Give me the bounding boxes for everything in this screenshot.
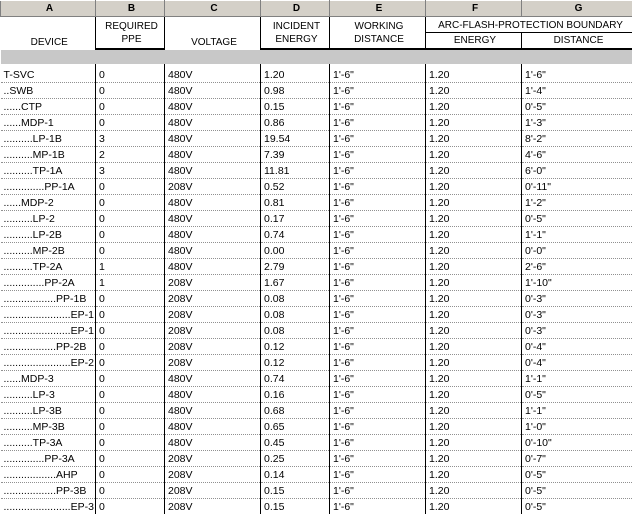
- required-ppe-cell[interactable]: 0: [96, 243, 165, 259]
- working-distance-cell[interactable]: 1'-6": [330, 339, 426, 355]
- working-distance-cell[interactable]: 1'-6": [330, 99, 426, 115]
- device-cell[interactable]: ..................PP-1B: [1, 291, 96, 307]
- incident-energy-cell[interactable]: 0.12: [261, 339, 330, 355]
- table-row: [1, 371, 632, 387]
- boundary-distance-cell[interactable]: 2'-6": [522, 259, 632, 275]
- working-distance-cell[interactable]: 1'-6": [330, 195, 426, 211]
- boundary-distance-cell[interactable]: 0'-10": [522, 435, 632, 451]
- required-ppe-cell[interactable]: 0: [96, 211, 165, 227]
- required-ppe-cell[interactable]: 0: [96, 355, 165, 371]
- boundary-energy-cell[interactable]: 1.20: [426, 227, 522, 243]
- table-row: [1, 291, 632, 307]
- incident-energy-cell[interactable]: 0.81: [261, 195, 330, 211]
- voltage-cell[interactable]: 208V: [165, 483, 261, 499]
- boundary-energy-cell[interactable]: 1.20: [426, 435, 522, 451]
- working-distance-cell[interactable]: 1'-6": [330, 131, 426, 147]
- incident-energy-cell[interactable]: 11.81: [261, 163, 330, 179]
- working-distance-cell[interactable]: 1'-6": [330, 115, 426, 131]
- device-cell[interactable]: .......................EP-1: [1, 323, 96, 339]
- boundary-energy-cell[interactable]: 1.20: [426, 403, 522, 419]
- working-distance-cell[interactable]: 1'-6": [330, 275, 426, 291]
- table-row: [1, 179, 632, 195]
- device-cell[interactable]: ..............PP-1A: [1, 179, 96, 195]
- table-row: [1, 307, 632, 323]
- working-distance-cell[interactable]: 1'-6": [330, 499, 426, 514]
- incident-energy-cell[interactable]: 1.20: [261, 67, 330, 83]
- incident-energy-cell[interactable]: 0.68: [261, 403, 330, 419]
- incident-energy-cell[interactable]: 0.25: [261, 451, 330, 467]
- table-row: [1, 451, 632, 467]
- required-ppe-cell[interactable]: 0: [96, 195, 165, 211]
- boundary-energy-cell[interactable]: 1.20: [426, 275, 522, 291]
- working-distance-cell[interactable]: 1'-6": [330, 387, 426, 403]
- boundary-distance-cell[interactable]: 0'-4": [522, 355, 632, 371]
- schedule-header-row-2: [1, 33, 632, 50]
- incident-energy-cell[interactable]: 0.74: [261, 227, 330, 243]
- table-row: [1, 483, 632, 499]
- boundary-energy-cell[interactable]: 1.20: [426, 179, 522, 195]
- required-ppe-cell[interactable]: 0: [96, 467, 165, 483]
- device-cell[interactable]: ..............PP-2A: [1, 275, 96, 291]
- boundary-distance-cell[interactable]: 0'-5": [522, 211, 632, 227]
- voltage-cell[interactable]: 480V: [165, 211, 261, 227]
- working-distance-cell[interactable]: 1'-6": [330, 147, 426, 163]
- boundary-energy-cell[interactable]: 1.20: [426, 307, 522, 323]
- working-distance-cell[interactable]: 1'-6": [330, 483, 426, 499]
- boundary-energy-cell[interactable]: 1.20: [426, 419, 522, 435]
- voltage-header: VOLTAGE: [165, 17, 261, 50]
- voltage-cell[interactable]: 480V: [165, 227, 261, 243]
- boundary-distance-cell[interactable]: 0'-5": [522, 467, 632, 483]
- device-cell[interactable]: ..........LP-1B: [1, 131, 96, 147]
- incident-energy-cell[interactable]: 1.67: [261, 275, 330, 291]
- voltage-cell[interactable]: 480V: [165, 83, 261, 99]
- voltage-cell[interactable]: 208V: [165, 339, 261, 355]
- boundary-energy-cell[interactable]: 1.20: [426, 291, 522, 307]
- column-header-a[interactable]: A: [1, 1, 96, 17]
- table-row: [1, 163, 632, 179]
- required-ppe-cell[interactable]: 0: [96, 419, 165, 435]
- boundary-distance-cell[interactable]: 1'-4": [522, 83, 632, 99]
- incident-energy-cell[interactable]: 0.98: [261, 83, 330, 99]
- incident-energy-cell[interactable]: 0.86: [261, 115, 330, 131]
- device-cell[interactable]: ..........MP-1B: [1, 147, 96, 163]
- column-header-c[interactable]: C: [165, 1, 261, 17]
- boundary-distance-cell[interactable]: 8'-2": [522, 131, 632, 147]
- required-ppe-cell[interactable]: 0: [96, 451, 165, 467]
- voltage-cell[interactable]: 480V: [165, 435, 261, 451]
- table-row: [1, 83, 632, 99]
- incident-energy-cell[interactable]: 2.79: [261, 259, 330, 275]
- working-distance-cell[interactable]: 1'-6": [330, 371, 426, 387]
- boundary-distance-cell[interactable]: 0'-3": [522, 291, 632, 307]
- voltage-cell[interactable]: 480V: [165, 403, 261, 419]
- working-distance-cell[interactable]: 1'-6": [330, 291, 426, 307]
- boundary-energy-cell[interactable]: 1.20: [426, 99, 522, 115]
- table-row: [1, 339, 632, 355]
- table-row: [1, 99, 632, 115]
- voltage-cell[interactable]: 480V: [165, 99, 261, 115]
- working-distance-header-line2: DISTANCE: [330, 33, 426, 50]
- voltage-cell[interactable]: 480V: [165, 419, 261, 435]
- boundary-distance-cell[interactable]: 0'-11": [522, 179, 632, 195]
- boundary-distance-cell[interactable]: 1'-0": [522, 419, 632, 435]
- incident-energy-header-line2: ENERGY: [261, 33, 330, 50]
- required-ppe-cell[interactable]: 1: [96, 259, 165, 275]
- working-distance-cell[interactable]: 1'-6": [330, 259, 426, 275]
- incident-energy-cell[interactable]: 0.74: [261, 371, 330, 387]
- voltage-cell[interactable]: 208V: [165, 179, 261, 195]
- table-row: [1, 499, 632, 514]
- incident-energy-cell[interactable]: 0.45: [261, 435, 330, 451]
- incident-energy-cell[interactable]: 7.39: [261, 147, 330, 163]
- working-distance-cell[interactable]: 1'-6": [330, 435, 426, 451]
- table-row: [1, 131, 632, 147]
- header-separator-band: [1, 49, 632, 64]
- table-row: [1, 147, 632, 163]
- incident-energy-header-line1: INCIDENT: [261, 17, 330, 33]
- incident-energy-cell[interactable]: 0.15: [261, 483, 330, 499]
- device-cell[interactable]: ..........LP-3B: [1, 403, 96, 419]
- device-cell[interactable]: ..............PP-3A: [1, 451, 96, 467]
- incident-energy-cell[interactable]: 0.00: [261, 243, 330, 259]
- incident-energy-cell[interactable]: 0.17: [261, 211, 330, 227]
- voltage-cell[interactable]: 480V: [165, 163, 261, 179]
- device-cell[interactable]: .......................EP-2: [1, 355, 96, 371]
- incident-energy-cell[interactable]: 0.15: [261, 499, 330, 514]
- required-ppe-cell[interactable]: 0: [96, 483, 165, 499]
- working-distance-cell[interactable]: 1'-6": [330, 163, 426, 179]
- voltage-cell[interactable]: 208V: [165, 355, 261, 371]
- table-row: [1, 227, 632, 243]
- required-ppe-cell[interactable]: 0: [96, 339, 165, 355]
- device-cell[interactable]: ..........TP-3A: [1, 435, 96, 451]
- device-cell[interactable]: ..........LP-3: [1, 387, 96, 403]
- boundary-distance-cell[interactable]: 0'-4": [522, 339, 632, 355]
- column-header-f[interactable]: F: [426, 1, 522, 17]
- working-distance-cell[interactable]: 1'-6": [330, 243, 426, 259]
- required-ppe-cell[interactable]: 0: [96, 371, 165, 387]
- voltage-cell[interactable]: 208V: [165, 467, 261, 483]
- boundary-energy-cell[interactable]: 1.20: [426, 483, 522, 499]
- column-header-e[interactable]: E: [330, 1, 426, 17]
- boundary-distance-cell[interactable]: 0'-5": [522, 99, 632, 115]
- table-row: [1, 115, 632, 131]
- required-ppe-cell[interactable]: 0: [96, 83, 165, 99]
- boundary-energy-cell[interactable]: 1.20: [426, 115, 522, 131]
- incident-energy-cell[interactable]: 0.14: [261, 467, 330, 483]
- device-cell[interactable]: .......................EP-1: [1, 307, 96, 323]
- boundary-energy-cell[interactable]: 1.20: [426, 339, 522, 355]
- required-ppe-cell[interactable]: 0: [96, 67, 165, 83]
- column-header-g[interactable]: G: [522, 1, 632, 17]
- working-distance-cell[interactable]: 1'-6": [330, 67, 426, 83]
- boundary-distance-cell[interactable]: 0'-3": [522, 307, 632, 323]
- incident-energy-cell[interactable]: 0.52: [261, 179, 330, 195]
- boundary-energy-cell[interactable]: 1.20: [426, 67, 522, 83]
- device-cell[interactable]: ......MDP-2: [1, 195, 96, 211]
- boundary-energy-cell[interactable]: 1.20: [426, 243, 522, 259]
- required-ppe-cell[interactable]: 0: [96, 403, 165, 419]
- column-letter-row: [1, 1, 632, 17]
- schedule-header-row-1: [1, 17, 632, 33]
- required-ppe-cell[interactable]: 0: [96, 435, 165, 451]
- required-ppe-header-line1: REQUIRED: [96, 17, 165, 33]
- voltage-cell[interactable]: 480V: [165, 67, 261, 83]
- table-row: [1, 323, 632, 339]
- voltage-cell[interactable]: 480V: [165, 147, 261, 163]
- voltage-cell[interactable]: 208V: [165, 323, 261, 339]
- required-ppe-cell[interactable]: 0: [96, 99, 165, 115]
- incident-energy-cell[interactable]: 0.15: [261, 99, 330, 115]
- voltage-cell[interactable]: 480V: [165, 195, 261, 211]
- working-distance-cell[interactable]: 1'-6": [330, 323, 426, 339]
- schedule-data-body: [1, 67, 632, 514]
- boundary-distance-cell[interactable]: 0'-7": [522, 451, 632, 467]
- table-row: [1, 467, 632, 483]
- working-distance-cell[interactable]: 1'-6": [330, 179, 426, 195]
- boundary-distance-cell[interactable]: 1'-6": [522, 67, 632, 83]
- boundary-distance-cell[interactable]: 0'-5": [522, 387, 632, 403]
- table-row: [1, 355, 632, 371]
- gray-separator: [1, 49, 632, 64]
- boundary-energy-cell[interactable]: 1.20: [426, 131, 522, 147]
- working-distance-cell[interactable]: 1'-6": [330, 419, 426, 435]
- table-row: [1, 259, 632, 275]
- required-ppe-header-line2: PPE: [96, 33, 165, 50]
- working-distance-header-line1: WORKING: [330, 17, 426, 33]
- required-ppe-cell[interactable]: 3: [96, 131, 165, 147]
- table-row: [1, 403, 632, 419]
- device-cell[interactable]: ..SWB: [1, 83, 96, 99]
- boundary-distance-cell[interactable]: 1'-1": [522, 227, 632, 243]
- table-row: [1, 211, 632, 227]
- boundary-distance-cell[interactable]: 0'-0": [522, 243, 632, 259]
- device-cell[interactable]: ......CTP: [1, 99, 96, 115]
- incident-energy-cell[interactable]: 0.12: [261, 355, 330, 371]
- device-cell[interactable]: .......................EP-3: [1, 499, 96, 514]
- incident-energy-cell[interactable]: 0.08: [261, 307, 330, 323]
- required-ppe-cell[interactable]: 0: [96, 291, 165, 307]
- incident-energy-cell[interactable]: 0.08: [261, 291, 330, 307]
- boundary-energy-header: ENERGY: [426, 33, 522, 50]
- column-header-b[interactable]: B: [96, 1, 165, 17]
- boundary-distance-cell[interactable]: 6'-0": [522, 163, 632, 179]
- boundary-energy-cell[interactable]: 1.20: [426, 355, 522, 371]
- required-ppe-cell[interactable]: 0: [96, 323, 165, 339]
- boundary-energy-cell[interactable]: 1.20: [426, 323, 522, 339]
- table-row: [1, 243, 632, 259]
- table-row: [1, 195, 632, 211]
- device-cell[interactable]: T-SVC: [1, 67, 96, 83]
- device-cell[interactable]: ..........LP-2: [1, 211, 96, 227]
- boundary-distance-cell[interactable]: 1'-1": [522, 403, 632, 419]
- boundary-distance-cell[interactable]: 0'-3": [522, 323, 632, 339]
- voltage-cell[interactable]: 480V: [165, 259, 261, 275]
- device-cell[interactable]: ..........LP-2B: [1, 227, 96, 243]
- boundary-energy-cell[interactable]: 1.20: [426, 259, 522, 275]
- boundary-energy-cell[interactable]: 1.20: [426, 83, 522, 99]
- device-cell[interactable]: ..........TP-1A: [1, 163, 96, 179]
- working-distance-cell[interactable]: 1'-6": [330, 307, 426, 323]
- boundary-distance-cell[interactable]: 0'-5": [522, 499, 632, 514]
- table-row: [1, 387, 632, 403]
- incident-energy-cell[interactable]: 0.08: [261, 323, 330, 339]
- table-row: [1, 435, 632, 451]
- boundary-distance-cell[interactable]: 1'-2": [522, 195, 632, 211]
- working-distance-cell[interactable]: 1'-6": [330, 355, 426, 371]
- device-cell[interactable]: ......MDP-3: [1, 371, 96, 387]
- device-cell[interactable]: ..................PP-3B: [1, 483, 96, 499]
- boundary-distance-header: DISTANCE: [522, 33, 632, 50]
- boundary-energy-cell[interactable]: 1.20: [426, 211, 522, 227]
- boundary-distance-cell[interactable]: 0'-5": [522, 483, 632, 499]
- device-cell[interactable]: ......MDP-1: [1, 115, 96, 131]
- voltage-cell[interactable]: 480V: [165, 387, 261, 403]
- required-ppe-cell[interactable]: 2: [96, 147, 165, 163]
- device-cell[interactable]: ..........TP-2A: [1, 259, 96, 275]
- voltage-cell[interactable]: 208V: [165, 291, 261, 307]
- table-row: [1, 419, 632, 435]
- device-header: DEVICE: [1, 17, 96, 50]
- device-cell[interactable]: ..........MP-2B: [1, 243, 96, 259]
- required-ppe-cell[interactable]: 0: [96, 499, 165, 514]
- required-ppe-cell[interactable]: 0: [96, 179, 165, 195]
- voltage-cell[interactable]: 208V: [165, 275, 261, 291]
- required-ppe-cell[interactable]: 0: [96, 115, 165, 131]
- boundary-energy-cell[interactable]: 1.20: [426, 387, 522, 403]
- boundary-distance-cell[interactable]: 1'-1": [522, 371, 632, 387]
- boundary-energy-cell[interactable]: 1.20: [426, 499, 522, 514]
- working-distance-cell[interactable]: 1'-6": [330, 211, 426, 227]
- device-cell[interactable]: ..................PP-2B: [1, 339, 96, 355]
- boundary-energy-cell[interactable]: 1.20: [426, 371, 522, 387]
- voltage-cell[interactable]: 480V: [165, 131, 261, 147]
- boundary-distance-cell[interactable]: 1'-3": [522, 115, 632, 131]
- column-header-d[interactable]: D: [261, 1, 330, 17]
- voltage-cell[interactable]: 208V: [165, 499, 261, 514]
- device-cell[interactable]: ..........MP-3B: [1, 419, 96, 435]
- boundary-energy-cell[interactable]: 1.20: [426, 467, 522, 483]
- required-ppe-cell[interactable]: 0: [96, 307, 165, 323]
- working-distance-cell[interactable]: 1'-6": [330, 467, 426, 483]
- voltage-cell[interactable]: 480V: [165, 371, 261, 387]
- required-ppe-cell[interactable]: 0: [96, 387, 165, 403]
- device-cell[interactable]: ..................AHP: [1, 467, 96, 483]
- boundary-group-header: ARC-FLASH-PROTECTION BOUNDARY: [426, 17, 632, 33]
- boundary-energy-cell[interactable]: 1.20: [426, 147, 522, 163]
- voltage-cell[interactable]: 480V: [165, 115, 261, 131]
- voltage-cell[interactable]: 208V: [165, 451, 261, 467]
- boundary-energy-cell[interactable]: 1.20: [426, 195, 522, 211]
- required-ppe-cell[interactable]: 0: [96, 227, 165, 243]
- voltage-cell[interactable]: 480V: [165, 243, 261, 259]
- working-distance-cell[interactable]: 1'-6": [330, 403, 426, 419]
- boundary-energy-cell[interactable]: 1.20: [426, 163, 522, 179]
- boundary-energy-cell[interactable]: 1.20: [426, 451, 522, 467]
- incident-energy-cell[interactable]: 0.65: [261, 419, 330, 435]
- working-distance-cell[interactable]: 1'-6": [330, 451, 426, 467]
- required-ppe-cell[interactable]: 1: [96, 275, 165, 291]
- boundary-distance-cell[interactable]: 4'-6": [522, 147, 632, 163]
- table-row: [1, 67, 632, 83]
- working-distance-cell[interactable]: 1'-6": [330, 227, 426, 243]
- required-ppe-cell[interactable]: 3: [96, 163, 165, 179]
- incident-energy-cell[interactable]: 0.16: [261, 387, 330, 403]
- working-distance-cell[interactable]: 1'-6": [330, 83, 426, 99]
- incident-energy-cell[interactable]: 19.54: [261, 131, 330, 147]
- boundary-distance-cell[interactable]: 1'-10": [522, 275, 632, 291]
- voltage-cell[interactable]: 208V: [165, 307, 261, 323]
- table-row: [1, 275, 632, 291]
